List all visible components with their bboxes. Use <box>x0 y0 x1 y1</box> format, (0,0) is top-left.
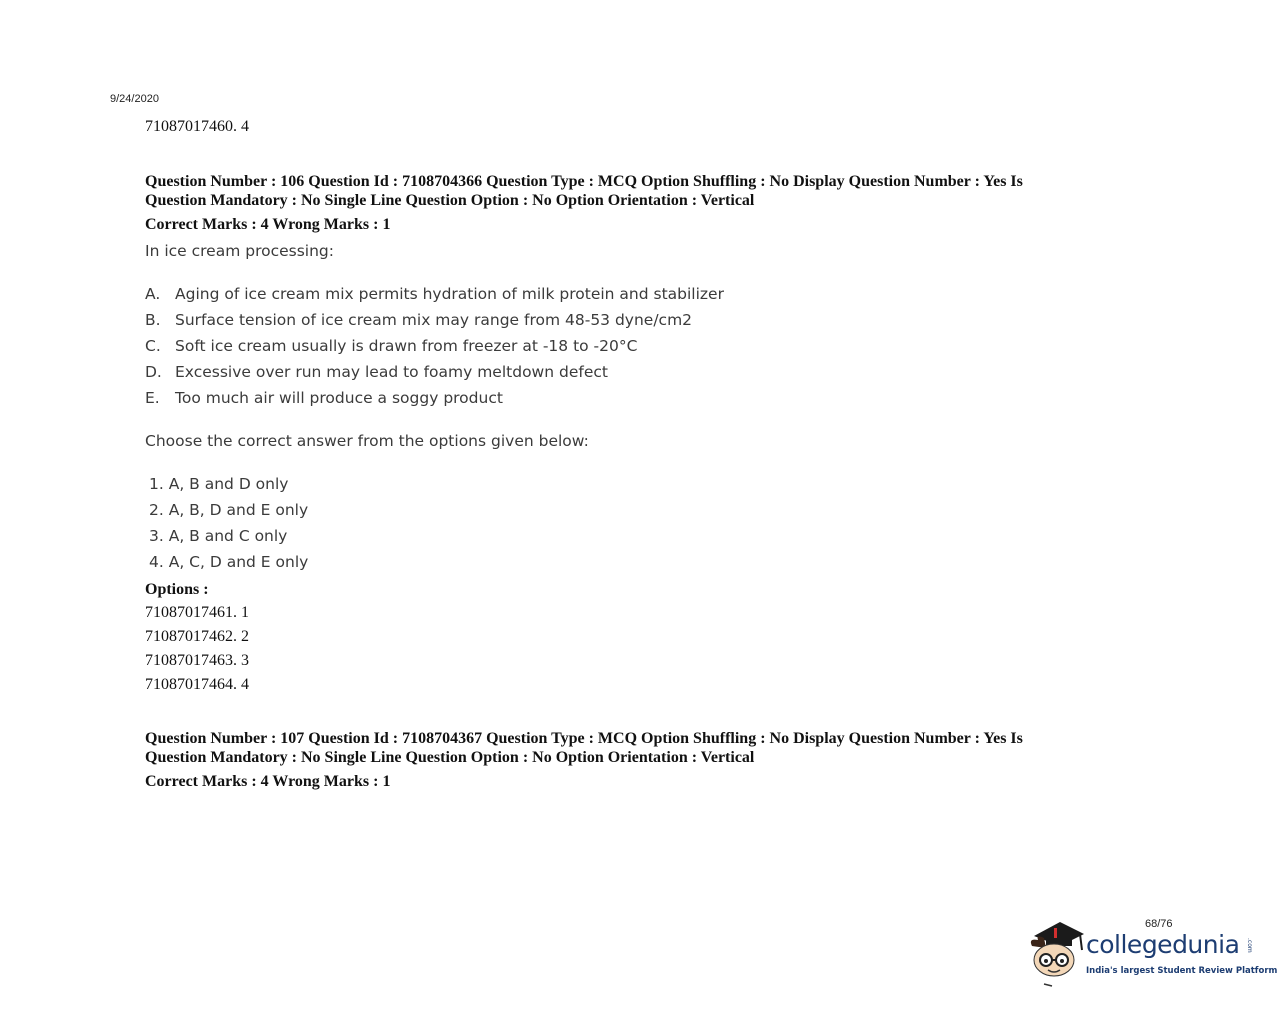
q106-option-4: 71087017464. 4 <box>145 676 249 693</box>
logo-tagline: India's largest Student Review Platform <box>1086 966 1278 976</box>
q106-choice-2: 2. A, B, D and E only <box>149 501 309 519</box>
statement-letter: D. <box>145 363 162 381</box>
statement-letter: C. <box>145 337 161 355</box>
q106-statement-c <box>145 337 637 355</box>
q106-meta-line2: Question Mandatory : No Single Line Question Option : No Option Orientation : Vertical <box>145 192 755 209</box>
logo-wordmark: collegedunia <box>1086 930 1240 959</box>
q106-statement-d <box>145 363 608 381</box>
q106-statement-e <box>145 389 503 407</box>
q107-marks: Correct Marks : 4 Wrong Marks : 1 <box>145 773 391 790</box>
statement-letter: E. <box>145 389 160 407</box>
q107-meta-line1: Question Number : 107 Question Id : 7108704367 Question Type : MCQ Option Shuffling : No Display Question Number : Yes Is <box>145 730 1023 747</box>
q106-option-1: 71087017461. 1 <box>145 604 249 621</box>
statement-text: Surface tension of ice cream mix may range from 48-53 dyne/cm2 <box>175 311 693 329</box>
q106-stem: In ice cream processing: <box>145 242 334 260</box>
statement-letter: A. <box>145 285 161 303</box>
print-date: 9/24/2020 <box>110 93 159 105</box>
q107-meta-line2: Question Mandatory : No Single Line Question Option : No Option Orientation : Vertical <box>145 749 755 766</box>
mascot-icon <box>1024 916 1088 988</box>
statement-text: Excessive over run may lead to foamy meltdown defect <box>175 363 608 381</box>
q106-option-3: 71087017463. 3 <box>145 652 249 669</box>
q106-instruction: Choose the correct answer from the options given below: <box>145 432 589 450</box>
statement-text: Too much air will produce a soggy product <box>175 389 503 407</box>
page-number: 68/76 <box>1145 918 1173 930</box>
collegedunia-logo <box>1024 916 1278 988</box>
q106-meta-line1: Question Number : 106 Question Id : 7108704366 Question Type : MCQ Option Shuffling : No Display Question Number : Yes Is <box>145 173 1023 190</box>
q107-meta <box>145 729 1023 767</box>
q106-marks: Correct Marks : 4 Wrong Marks : 1 <box>145 216 391 233</box>
q106-choice-4: 4. A, C, D and E only <box>149 553 309 571</box>
q106-options-label: Options : <box>145 581 209 598</box>
q106-statement-b <box>145 311 692 329</box>
statement-text: Soft ice cream usually is drawn from freezer at -18 to -20°C <box>175 337 638 355</box>
q106-meta <box>145 172 1023 210</box>
q106-choice-3: 3. A, B and C only <box>149 527 288 545</box>
previous-option-line: 71087017460. 4 <box>145 118 249 135</box>
q106-option-2: 71087017462. 2 <box>145 628 249 645</box>
logo-dot-com: .com <box>1246 938 1253 953</box>
q106-choice-1: 1. A, B and D only <box>149 475 289 493</box>
statement-text: Aging of ice cream mix permits hydration of milk protein and stabilizer <box>175 285 724 303</box>
q106-statement-a <box>145 285 724 303</box>
statement-letter: B. <box>145 311 161 329</box>
